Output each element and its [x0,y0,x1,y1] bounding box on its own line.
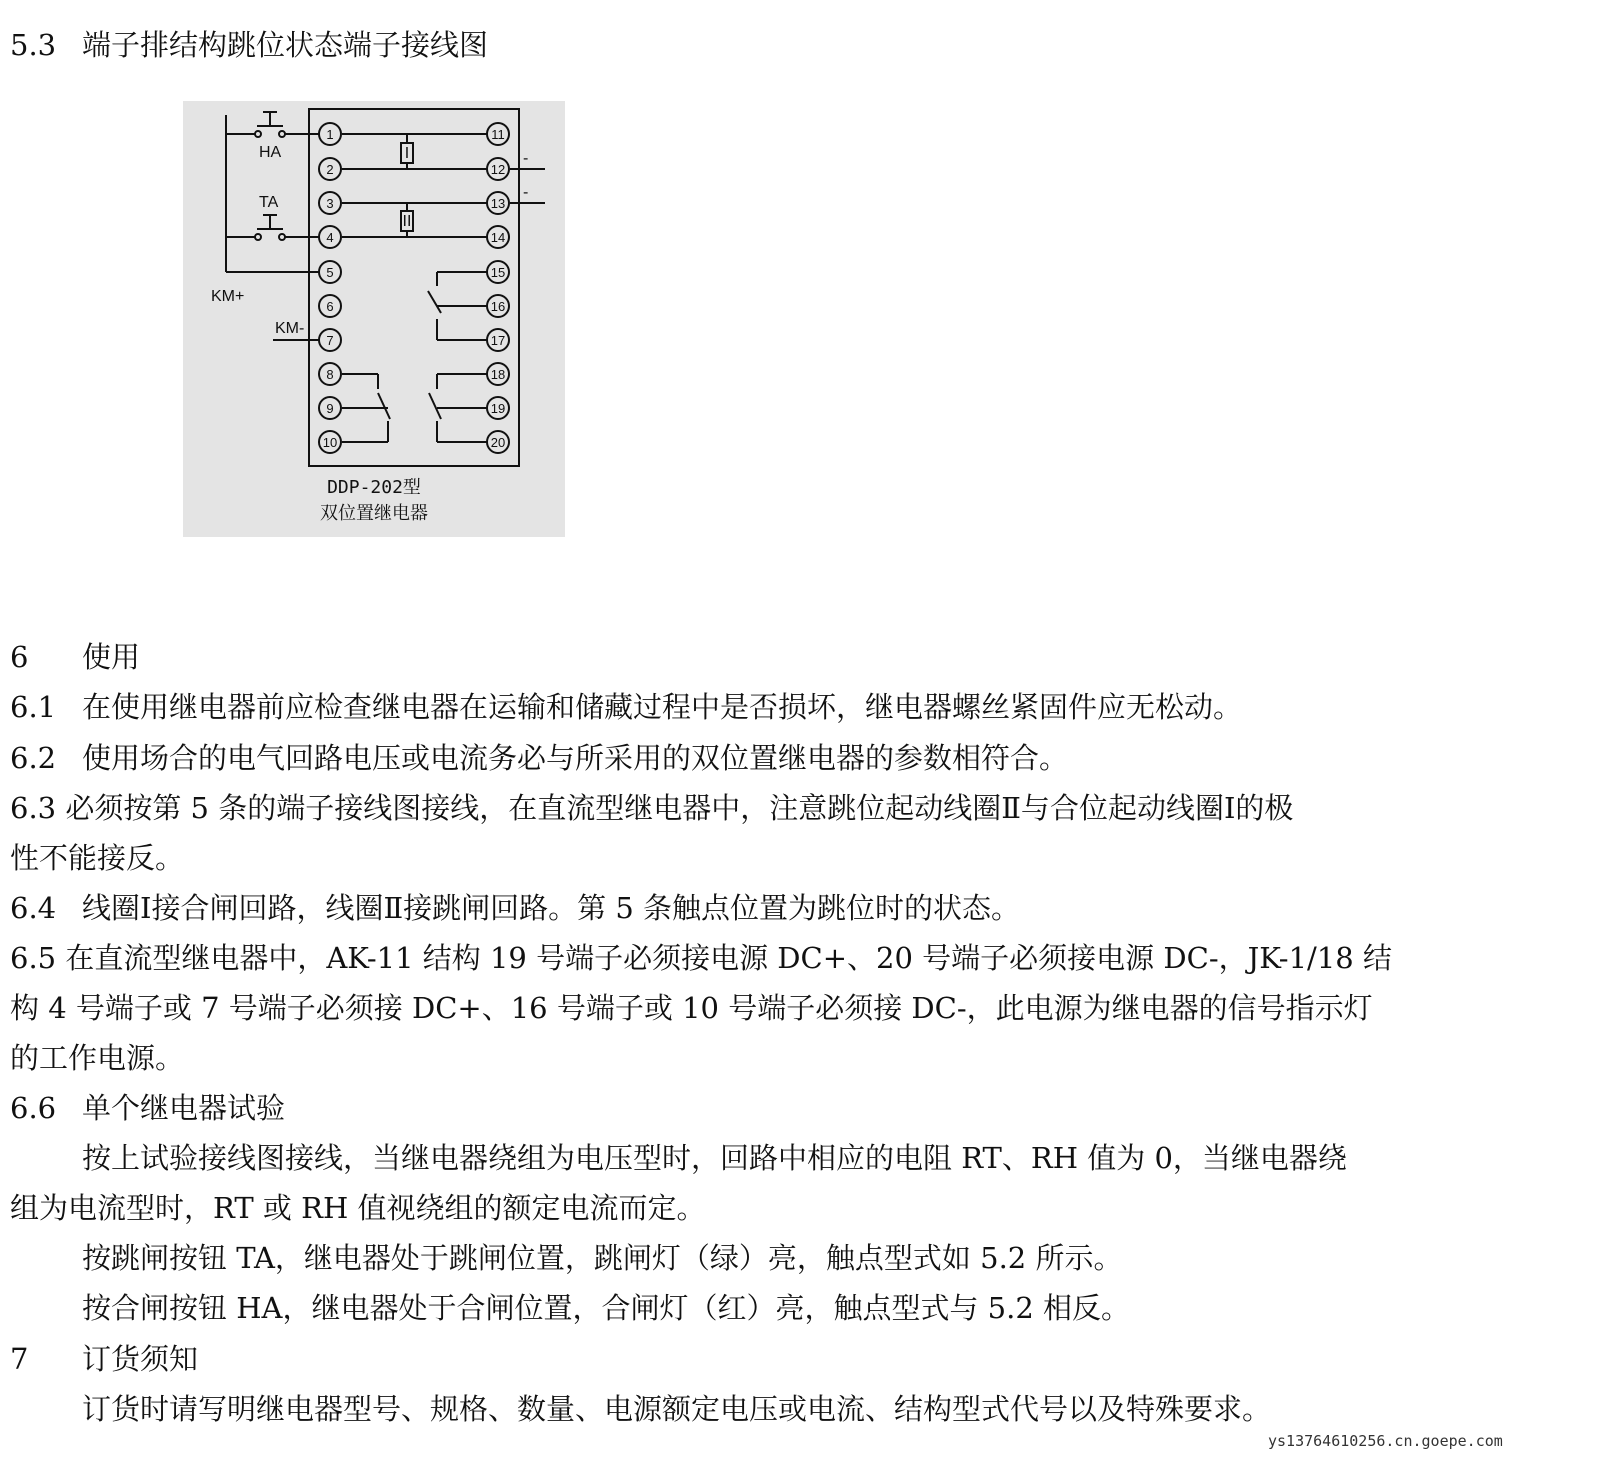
terminal-label: 17 [490,333,506,348]
terminal-label: 11 [491,127,505,142]
paragraph-6-6-line-4: 按合闸按钮 HA，继电器处于合闸位置，合闸灯（红）亮，触点型式与 5.2 相反。 [82,1291,1131,1325]
terminal-label: 19 [490,401,506,416]
section-6-6-heading [10,1091,285,1125]
section-title: 端子排结构跳位状态端子接线图 [82,28,489,62]
wiring-svg [183,101,565,537]
item-text: 线圈Ⅰ接合闸回路，线圈Ⅱ接跳闸回路。第 5 条触点位置为跳位时的状态。 [82,891,1021,925]
coil-ii-label: II [402,213,412,230]
section-number: 5.3 [10,28,57,62]
section-number: 7 [10,1342,29,1376]
ha-label: HA [259,144,282,161]
km-minus-label: KM- [275,320,305,337]
terminal-label: 5 [326,265,334,280]
km-plus-label: KM+ [211,288,245,305]
terminal-label: 6 [326,299,334,314]
terminal-label: 2 [326,162,334,177]
paragraph-6-1 [10,690,1242,724]
section-5-3-heading [10,28,488,62]
terminal-label: 7 [326,333,334,348]
coil-i-label: I [404,145,410,162]
paragraph-6-3-line-2: 性不能接反。 [10,841,185,875]
section-6-heading [10,640,140,674]
section-title: 订货须知 [82,1342,199,1376]
terminal-label: 16 [490,299,506,314]
terminal-label: 20 [490,435,506,450]
paragraph-6-4 [10,891,1020,925]
section-title: 使用 [82,640,141,674]
section-7-heading [10,1342,198,1376]
paragraph-6-6-line-1: 按上试验接线图接线，当继电器绕组为电压型时，回路中相应的电阻 RT、RH 值为 0，当继电器绕 [82,1141,1347,1175]
item-text: 在使用继电器前应检查继电器在运输和储藏过程中是否损坏，继电器螺丝紧固件应无松动。 [82,690,1243,724]
paragraph-6-3-line-1: 6.3 必须按第 5 条的端子接线图接线，在直流型继电器中，注意跳位起动线圈Ⅱ与合位起动线圈Ⅰ的极 [10,791,1294,825]
terminal-label: 15 [490,265,506,280]
item-number: 6.1 [10,690,57,724]
paragraph-6-5-line-1: 6.5 在直流型继电器中，AK-11 结构 19 号端子必须接电源 DC+、20 号端子必须接电源 DC-，JK-1/18 结 [10,941,1392,975]
watermark: ys13764610256.cn.goepe.com [1268,1432,1503,1450]
section-title: 单个继电器试验 [82,1091,286,1125]
terminal-label: 3 [326,196,334,211]
paragraph-6-6-line-3: 按跳闸按钮 TA，继电器处于跳闸位置，跳闸灯（绿）亮，触点型式如 5.2 所示。 [82,1241,1123,1275]
paragraph-7: 订货时请写明继电器型号、规格、数量、电源额定电压或电流、结构型式代号以及特殊要求。 [82,1392,1272,1426]
terminal-label: 9 [326,401,334,416]
terminal-label: 10 [322,435,338,450]
section-number: 6 [10,640,29,674]
section-number: 6.6 [10,1091,57,1125]
paragraph-6-5-line-3: 的工作电源。 [10,1041,185,1075]
terminal-label: 18 [490,367,506,382]
terminal-label: 1 [326,127,334,142]
left-terminal-column [319,123,341,453]
ta-label: TA [259,194,279,211]
item-number: 6.4 [10,891,57,925]
terminal-label: 14 [490,230,506,245]
figure-caption-model: DDP-202型 [327,477,421,498]
figure-caption-name: 双位置继电器 [320,503,428,524]
terminal-13-sign: - [523,184,529,201]
terminal-12-sign: - [523,150,529,167]
item-number: 6.2 [10,741,57,775]
terminal-label: 4 [326,230,334,245]
item-text: 使用场合的电气回路电压或电流务必与所采用的双位置继电器的参数相符合。 [82,741,1069,775]
right-terminal-column [487,123,509,453]
paragraph-6-5-line-2: 构 4 号端子或 7 号端子必须接 DC+、16 号端子或 10 号端子必须接 DC-，此电源为继电器的信号指示灯 [10,991,1373,1025]
terminal-label: 8 [326,367,334,382]
paragraph-6-2 [10,741,1068,775]
terminal-label: 12 [490,162,506,177]
terminal-label: 13 [490,196,506,211]
paragraph-6-6-line-2: 组为电流型时，RT 或 RH 值视绕组的额定电流而定。 [10,1191,706,1225]
terminal-wiring-diagram [183,101,565,537]
